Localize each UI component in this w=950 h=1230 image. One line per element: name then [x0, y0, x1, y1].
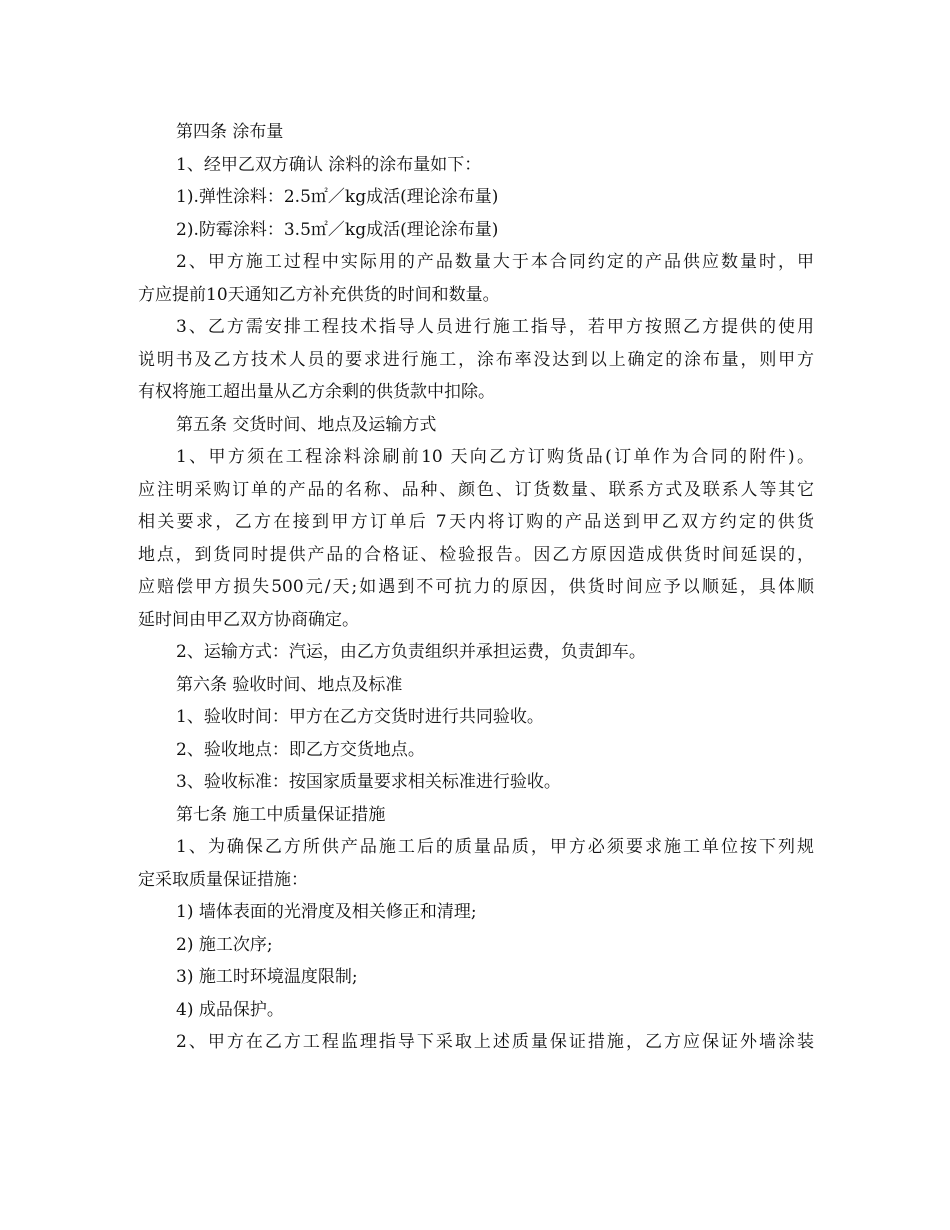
text-line: 1) 墙体表面的光滑度及相关修正和清理; [176, 902, 477, 922]
text-line: 3) 施工时环境温度限制; [176, 967, 358, 987]
text-line: 有权将施工超出量从乙方余剩的供货款中扣除。 [138, 382, 495, 402]
text-line: 2、甲方在乙方工程监理指导下采取上述质量保证措施，乙方应保证外墙涂装 [176, 1032, 814, 1052]
text-line: 应赔偿甲方损失500元/天;如遇到不可抗力的原因，供货时间应予以顺延，具体顺 [138, 577, 814, 597]
text-line: 说明书及乙方技术人员的要求进行施工，涂布率没达到以上确定的涂布量，则甲方 [138, 349, 814, 370]
text-line: 3、乙方需安排工程技术指导人员进行施工指导，若甲方按照乙方提供的使用 [176, 317, 814, 337]
text-line: 1、经甲乙双方确认 涂料的涂布量如下： [176, 154, 482, 175]
text-line: 2、验收地点：即乙方交货地点。 [176, 739, 425, 760]
text-line: 1、甲方须在工程涂料涂刷前10 天向乙方订购货品(订单作为合同的附件)。 [176, 447, 814, 467]
text-line: 1、为确保乙方所供产品施工后的质量品质，甲方必须要求施工单位按下列规 [176, 837, 814, 857]
text-line: 2).防霉涂料：3.5㎡／kg成活(理论涂布量) [176, 219, 499, 240]
text-line: 定采取质量保证措施： [138, 869, 308, 890]
text-line: 应注明采购订单的产品的名称、品种、颜色、订货数量、联系方式及联系人等其它 [138, 479, 814, 500]
text-line: 延时间由甲乙双方协商确定。 [138, 609, 359, 630]
text-line: 相关要求，乙方在接到甲方订单后 7天内将订购的产品送到甲乙双方约定的供货 [138, 512, 814, 532]
text-line: 3、验收标准：按国家质量要求相关标准进行验收。 [176, 772, 561, 792]
text-line: 4) 成品保护。 [176, 999, 284, 1020]
text-line: 第七条 施工中质量保证措施 [176, 804, 386, 825]
text-line: 1).弹性涂料：2.5㎡／kg成活(理论涂布量) [176, 187, 499, 207]
text-line: 第五条 交货时间、地点及运输方式 [176, 414, 437, 435]
text-line: 2) 施工次序; [176, 934, 273, 955]
document-body [138, 116, 814, 1059]
text-line: 1、验收时间：甲方在乙方交货时进行共同验收。 [176, 707, 544, 727]
text-line: 地点，到货同时提供产品的合格证、检验报告。因乙方原因造成供货时间延误的， [138, 544, 814, 565]
text-line: 2、甲方施工过程中实际用的产品数量大于本合同约定的产品供应数量时，甲 [176, 252, 814, 272]
text-line: 2、运输方式：汽运，由乙方负责组织并承担运费，负责卸车。 [176, 642, 646, 662]
text-line: 第四条 涂布量 [176, 122, 284, 142]
text-line: 方应提前10天通知乙方补充供货的时间和数量。 [138, 284, 500, 305]
text-line: 第六条 验收时间、地点及标准 [176, 674, 403, 695]
